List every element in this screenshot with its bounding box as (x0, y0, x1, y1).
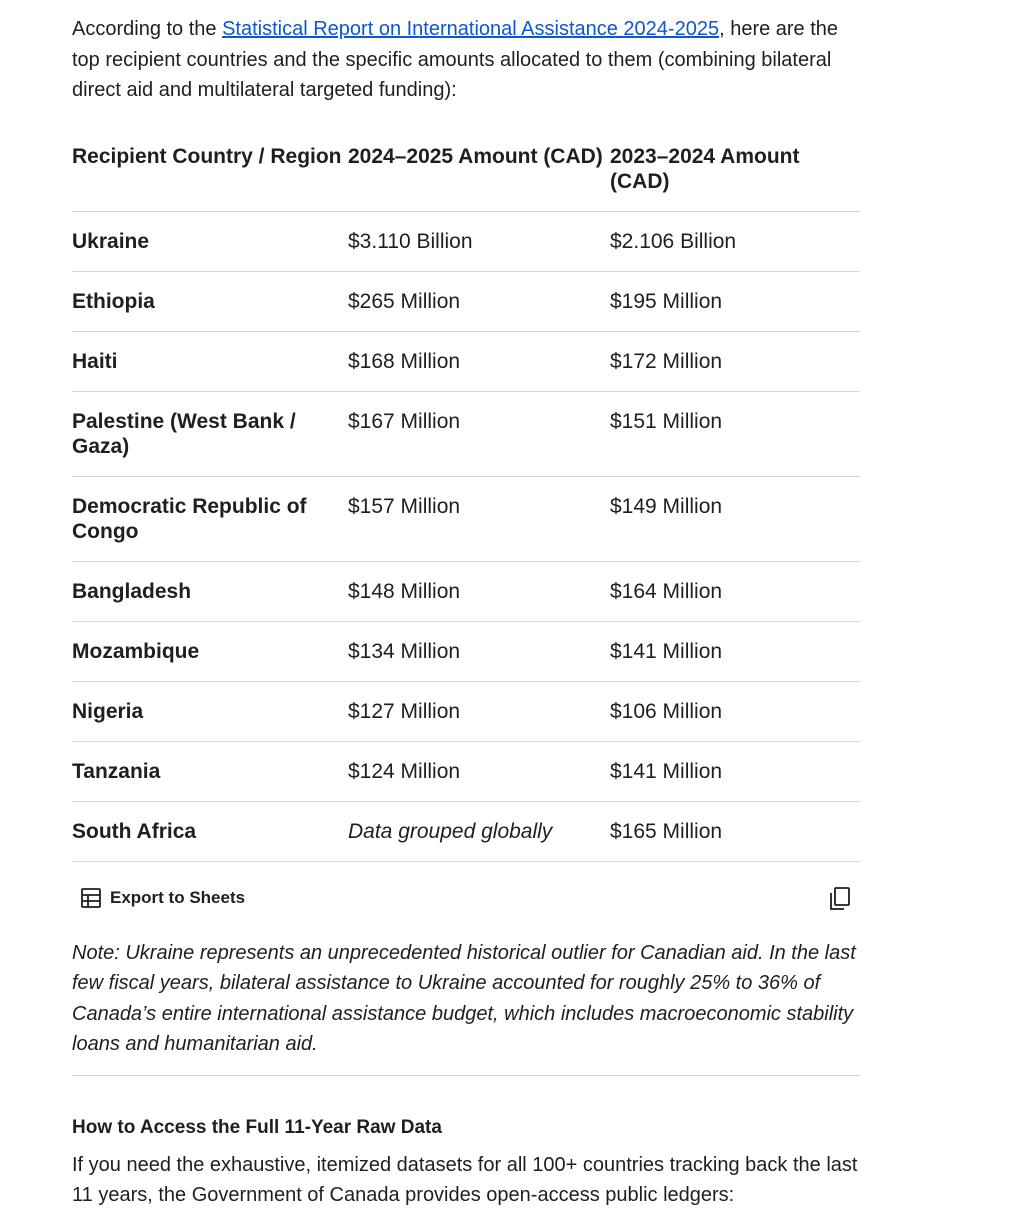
amount-2023-cell: $2.106 Billion (610, 211, 860, 271)
section-paragraph: If you need the exhaustive, itemized datasets for all 100+ countries tracking back the last 11 years, the Government of Canada provides open-access public ledgers: (72, 1153, 858, 1206)
table-row (72, 621, 860, 681)
header-amount-2024: 2024–2025 Amount (CAD) (348, 136, 610, 212)
country-cell: Palestine (West Bank / Gaza) (72, 391, 348, 476)
table-row (72, 331, 860, 391)
aid-table (72, 136, 860, 862)
amount-2023-cell: $106 Million (610, 681, 860, 741)
header-country: Recipient Country / Region (72, 136, 348, 212)
header-amount-2023: 2023–2024 Amount (CAD) (610, 136, 860, 212)
amount-2023-cell: $164 Million (610, 561, 860, 621)
section-heading: How to Access the Full 11-Year Raw Data (72, 1116, 442, 1138)
amount-2024-cell: $3.110 Billion (348, 211, 610, 271)
amount-2024-cell: $157 Million (348, 476, 610, 561)
response-content (72, 0, 860, 1211)
intro-prefix: According to the (72, 18, 223, 40)
amount-2024-cell: $134 Million (348, 621, 610, 681)
amount-2023-cell: $141 Million (610, 741, 860, 801)
amount-2023-cell: $172 Million (610, 331, 860, 391)
export-label: Export to Sheets (110, 887, 246, 907)
country-cell: Democratic Republic of Congo (72, 476, 348, 561)
table-row (72, 561, 860, 621)
table-icon (80, 887, 102, 909)
amount-2023-cell: $165 Million (610, 801, 860, 861)
copy-icon (828, 899, 852, 916)
country-cell: Ukraine (72, 211, 348, 271)
table-row (72, 211, 860, 271)
table-row (72, 476, 860, 561)
amount-2024-cell: $265 Million (348, 271, 610, 331)
country-cell: Ethiopia (72, 271, 348, 331)
amount-2023-cell: $141 Million (610, 621, 860, 681)
country-cell: South Africa (72, 801, 348, 861)
amount-2023-cell: $149 Million (610, 476, 860, 561)
table-row (72, 741, 860, 801)
country-cell: Mozambique (72, 621, 348, 681)
amount-2023-cell: $151 Million (610, 391, 860, 476)
amount-2024-cell: $124 Million (348, 741, 610, 801)
country-cell: Nigeria (72, 681, 348, 741)
table-row (72, 681, 860, 741)
intro-suffix: , here are the top recipient countries and the specific amounts allocated to them (combining bilateral direct aid and multilateral targeted funding): (72, 18, 839, 101)
country-cell: Bangladesh (72, 561, 348, 621)
amount-2023-cell: $195 Million (610, 271, 860, 331)
note-paragraph: Note: Ukraine represents an unprecedented historical outlier for Canadian aid. In the last few fiscal years, bilateral assistance to Ukraine accounted for roughly 25% to 36% of Canada’s entire international assistance budget, which includes macroeconomic stability loans and humanitarian aid. (72, 938, 860, 1076)
country-cell: Haiti (72, 331, 348, 391)
copy-table-button[interactable] (828, 886, 852, 912)
country-cell: Tanzania (72, 741, 348, 801)
table-row (72, 801, 860, 861)
table-row (72, 391, 860, 476)
table-row (72, 271, 860, 331)
amount-2024-cell: $168 Million (348, 331, 610, 391)
export-to-sheets-button[interactable] (80, 887, 245, 909)
amount-2024-note: Data grouped globally (348, 819, 553, 843)
amount-2024-cell: $127 Million (348, 681, 610, 741)
table-actions (72, 862, 860, 938)
report-link[interactable]: Statistical Report on International Assistance 2024-2025 (222, 18, 720, 40)
table-header-row (72, 136, 860, 212)
amount-2024-cell: $148 Million (348, 561, 610, 621)
intro-paragraph (72, 14, 862, 106)
amount-2024-cell (348, 801, 610, 861)
amount-2024-cell: $167 Million (348, 391, 610, 476)
